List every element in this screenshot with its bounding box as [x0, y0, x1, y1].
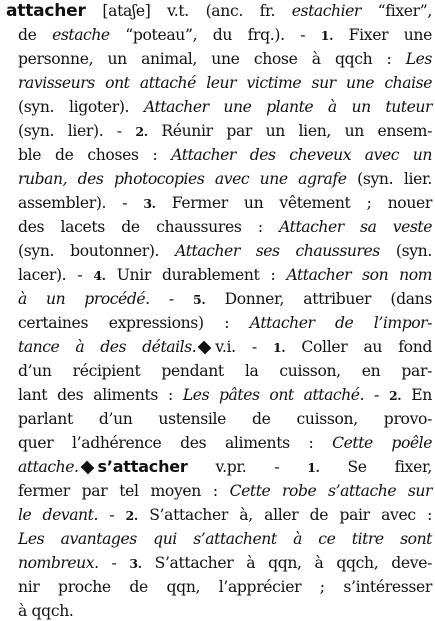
- entry-line: [18, 407, 432, 431]
- example-text: nombreux.: [18, 554, 99, 572]
- entry-line: [18, 47, 432, 71]
- example-text: Attacher de l’impor-: [249, 314, 432, 332]
- definition-text: (syn.: [379, 242, 432, 260]
- definition-text: lant des aliments :: [18, 386, 183, 404]
- example-text: attache.: [18, 458, 79, 476]
- definition-text: “poteau”, du frq.). -: [109, 26, 321, 44]
- example-text: Les avantages qui s’attachent à ce titre sont: [18, 530, 432, 548]
- definition-text: -: [98, 554, 130, 572]
- definition-text: S’attacher à, aller de pair avec :: [137, 506, 432, 524]
- example-text: Cette robe s’attache sur: [229, 482, 432, 500]
- example-text: estachier: [291, 2, 361, 20]
- definition-text: à qqch.: [18, 602, 74, 620]
- entry-line: [18, 599, 432, 621]
- definition-text: “fixer”,: [360, 2, 432, 20]
- diamond-icon: [198, 341, 212, 355]
- definition-text: Unir durablement :: [105, 266, 287, 284]
- definition-text: des lacets de chaussures :: [18, 218, 280, 236]
- sense-number: 2.: [125, 508, 138, 523]
- entry-line: [18, 263, 432, 288]
- example-text: Cette poêle: [332, 434, 432, 452]
- entry-line: [18, 311, 432, 335]
- example-text: Attacher ses chaussures: [175, 242, 380, 260]
- sense-number: 1.: [307, 460, 320, 475]
- definition-text: (syn. ligoter).: [18, 98, 144, 116]
- sense-number: 2.: [135, 124, 148, 139]
- definition-text: [ataʃe] v.t. (anc. fr.: [85, 2, 292, 20]
- entry-line: [18, 287, 432, 312]
- entry-line: [18, 23, 432, 48]
- example-text: tance à des détails.: [18, 338, 197, 356]
- entry-line: [6, 0, 432, 23]
- entry-line: [18, 95, 432, 119]
- example-text: Attacher son nom: [286, 266, 432, 284]
- headword: attacher: [6, 1, 86, 21]
- entry-line: [18, 119, 432, 144]
- sense-number: 3.: [129, 556, 142, 571]
- example-text: Attacher sa veste: [279, 218, 432, 236]
- example-text: ruban, des photocopies avec une agrafe: [18, 170, 347, 188]
- definition-text: Se fixer,: [319, 458, 432, 476]
- entry-line: [18, 383, 432, 408]
- definition-text: v.pr. -: [187, 458, 308, 476]
- definition-text: -: [97, 506, 126, 524]
- entry-line: [18, 335, 432, 360]
- definition-text: assembler). -: [18, 194, 144, 212]
- entry-line: [18, 503, 432, 528]
- example-text: Les pâtes ont attaché.: [182, 386, 365, 404]
- definition-text: fermer par tel moyen :: [18, 482, 230, 500]
- definition-text: (syn. lier). -: [18, 122, 136, 140]
- definition-text: certaines expressions) :: [18, 314, 250, 332]
- entry-line: [18, 239, 432, 263]
- example-text: Les: [405, 50, 432, 68]
- definition-text: Fixer une: [333, 26, 432, 44]
- definition-text: -: [364, 386, 389, 404]
- sense-number: 1.: [320, 28, 334, 43]
- definition-text: En: [401, 386, 432, 404]
- entry-line: [18, 143, 432, 167]
- definition-text: nir proche de qqn, l’apprécier ; s’intéresser: [18, 578, 432, 596]
- definition-text: personne, un animal, une chose à qqch :: [18, 50, 406, 68]
- definition-text: parlant d’un ustensile de cuisson, provo-: [18, 410, 432, 428]
- example-text: Attacher des cheveux avec un: [171, 146, 432, 164]
- definition-text: (syn. lier.: [346, 170, 432, 188]
- sense-number: 5.: [193, 292, 206, 307]
- sense-number: 1.: [272, 340, 286, 355]
- definition-text: S’attacher à qqn, à qqch, deve-: [141, 554, 432, 572]
- example-text: Attacher une plante à un tuteur: [143, 98, 432, 116]
- definition-text: Coller au fond: [285, 338, 433, 356]
- entry-line: [18, 455, 432, 480]
- entry-line: [18, 479, 432, 503]
- sense-number: 3.: [143, 196, 156, 211]
- example-text: à un procédé.: [18, 290, 150, 308]
- definition-text: de: [18, 26, 53, 44]
- diamond-icon: [80, 461, 94, 475]
- entry-line: [18, 575, 432, 599]
- definition-text: Donner, attribuer (dans: [205, 290, 432, 308]
- entry-line: [18, 167, 432, 191]
- definition-text: ble de choses :: [18, 146, 172, 164]
- sense-number: 2.: [388, 388, 402, 403]
- definition-text: -: [149, 290, 194, 308]
- definition-text: d’un récipient pendant la cuisson, en par-: [18, 362, 432, 380]
- definition-text: (syn. boutonner).: [18, 242, 176, 260]
- entry-line: [18, 71, 432, 95]
- definition-text: lacer). -: [18, 266, 94, 284]
- definition-text: quer l’adhérence des aliments :: [18, 434, 333, 452]
- entry-line: [18, 215, 432, 239]
- sub-headword: s’attacher: [97, 457, 188, 476]
- entry-line: [18, 191, 432, 216]
- definition-text: Fermer un vêtement ; nouer: [155, 194, 433, 212]
- entry-line: [18, 359, 432, 383]
- example-text: estache: [52, 26, 110, 44]
- example-text: le devant.: [18, 506, 98, 524]
- example-text: ravisseurs ont attaché leur victime sur une chaise: [18, 74, 432, 92]
- entry-line: [18, 431, 432, 455]
- sense-number: 4.: [93, 268, 106, 283]
- definition-text: Réunir par un lien, un ensem-: [147, 122, 433, 140]
- entry-line: [18, 551, 432, 576]
- definition-text: v.i. -: [215, 338, 273, 356]
- entry-line: [18, 527, 432, 551]
